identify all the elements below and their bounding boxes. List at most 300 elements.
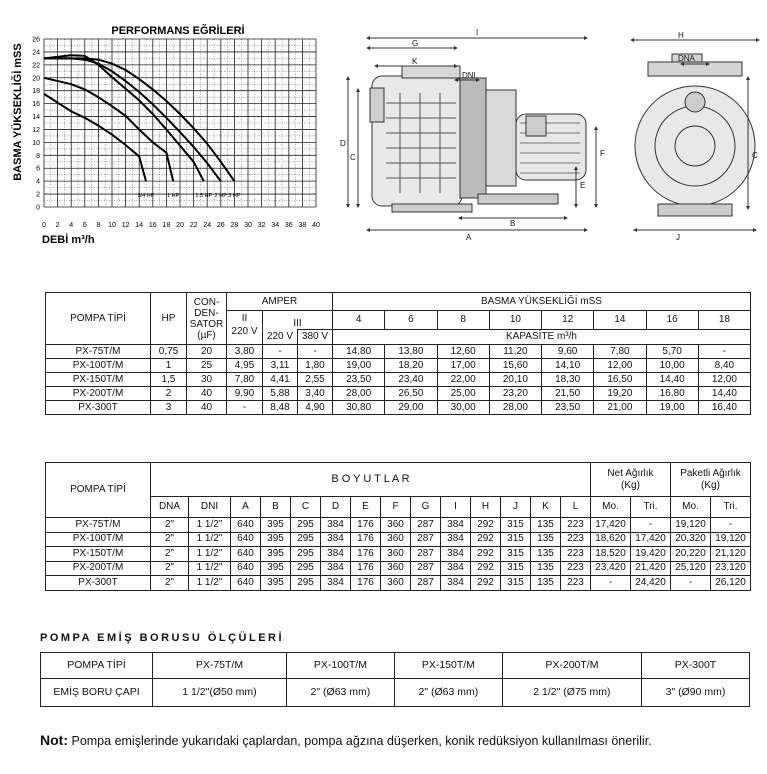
pump-type-cell: PX-100T/M bbox=[46, 532, 151, 547]
value-cell: 395 bbox=[261, 576, 291, 591]
chart-y-label: BASMA YÜKSEKLİĞİ mSS bbox=[12, 43, 24, 181]
value-cell: 135 bbox=[531, 576, 561, 591]
value-cell: 10,00 bbox=[646, 359, 698, 373]
pump-type-cell: PX-150T/M bbox=[46, 547, 151, 562]
value-cell: 20,10 bbox=[489, 373, 541, 387]
value-cell: 315 bbox=[501, 576, 531, 591]
value-cell: 30,80 bbox=[333, 401, 385, 415]
value-cell: 21,420 bbox=[631, 561, 671, 576]
value-cell: 18,520 bbox=[591, 547, 631, 562]
series-label: 3 HP bbox=[228, 193, 241, 199]
value-cell: 295 bbox=[291, 518, 321, 533]
y-tick-label: 22 bbox=[32, 62, 40, 70]
value-cell: 287 bbox=[411, 547, 441, 562]
value-cell: 7,80 bbox=[227, 373, 263, 387]
value-cell: 23,420 bbox=[591, 561, 631, 576]
side-view bbox=[632, 40, 758, 230]
pipe-header-diameter: EMİŞ BORU ÇAPI bbox=[41, 679, 153, 707]
chart-grid bbox=[44, 39, 316, 207]
value-cell: 13,80 bbox=[385, 345, 437, 359]
pipe-pump-type-cell: PX-200T/M bbox=[502, 653, 641, 679]
value-cell: 295 bbox=[291, 547, 321, 562]
pump-type-cell: PX-100T/M bbox=[46, 359, 151, 373]
value-cell: 3,11 bbox=[263, 359, 298, 373]
column-header: I bbox=[441, 497, 471, 518]
value-cell: 223 bbox=[561, 576, 591, 591]
dim-e: E bbox=[580, 181, 586, 190]
value-cell: 16,50 bbox=[594, 373, 646, 387]
x-tick-label: 16 bbox=[148, 222, 157, 229]
value-cell: 1 1/2" bbox=[189, 561, 231, 576]
value-cell: 223 bbox=[561, 518, 591, 533]
value-cell: 17,420 bbox=[591, 518, 631, 533]
value-cell: 292 bbox=[471, 547, 501, 562]
pump-type-cell: PX-150T/M bbox=[46, 373, 151, 387]
x-tick-label: 10 bbox=[108, 222, 116, 229]
column-header: E bbox=[351, 497, 381, 518]
value-cell: 4,90 bbox=[298, 401, 333, 415]
dim-j: J bbox=[676, 233, 680, 242]
table-row bbox=[46, 561, 751, 576]
value-cell: 28,00 bbox=[489, 401, 541, 415]
column-header: G bbox=[411, 497, 441, 518]
value-cell: 21,120 bbox=[711, 547, 751, 562]
column-header: Tri. bbox=[631, 497, 671, 518]
value-cell: 395 bbox=[261, 547, 291, 562]
cond-line: CON- bbox=[193, 296, 220, 308]
value-cell: 315 bbox=[501, 518, 531, 533]
value-cell: 18,30 bbox=[542, 373, 594, 387]
value-cell: 3 bbox=[151, 401, 187, 415]
value-cell: 360 bbox=[381, 547, 411, 562]
x-tick-label: 4 bbox=[69, 222, 74, 229]
value-cell: - bbox=[227, 401, 263, 415]
value-cell: 23,20 bbox=[489, 387, 541, 401]
value-cell: 287 bbox=[411, 561, 441, 576]
value-cell: 384 bbox=[321, 532, 351, 547]
value-cell: 40 bbox=[187, 401, 227, 415]
value-cell: 135 bbox=[531, 561, 561, 576]
cond-line: DEN- bbox=[194, 307, 219, 319]
value-cell: 23,120 bbox=[711, 561, 751, 576]
column-header: L bbox=[561, 497, 591, 518]
packed-weight-line: (Kg) bbox=[701, 479, 720, 491]
value-cell: 360 bbox=[381, 532, 411, 547]
value-cell: 5,88 bbox=[263, 387, 298, 401]
value-cell: 287 bbox=[411, 576, 441, 591]
y-tick-label: 6 bbox=[36, 165, 40, 173]
y-tick-label: 14 bbox=[32, 114, 40, 122]
x-tick-label: 36 bbox=[284, 222, 293, 229]
value-cell: 26,50 bbox=[385, 387, 437, 401]
series-label: 3/4 HP bbox=[137, 193, 155, 199]
value-cell: 640 bbox=[231, 561, 261, 576]
table-row bbox=[46, 547, 751, 562]
column-header: H bbox=[471, 497, 501, 518]
pipe-pump-type-cell: PX-300T bbox=[641, 653, 749, 679]
value-cell: 12,00 bbox=[698, 373, 750, 387]
value-cell: 360 bbox=[381, 576, 411, 591]
value-cell: 12,60 bbox=[437, 345, 489, 359]
value-cell: 25 bbox=[187, 359, 227, 373]
value-cell: 8,48 bbox=[263, 401, 298, 415]
pipe-section-title: POMPA EMİŞ BORUSU ÖLÇÜLERİ bbox=[40, 632, 285, 644]
value-cell: 3,40 bbox=[298, 387, 333, 401]
value-cell: 287 bbox=[411, 518, 441, 533]
value-cell: 19,120 bbox=[711, 532, 751, 547]
value-cell: 176 bbox=[351, 518, 381, 533]
chart-series bbox=[44, 55, 241, 199]
value-cell: 287 bbox=[411, 532, 441, 547]
pipe-diameter-cell: 1 1/2"(Ø50 mm) bbox=[153, 679, 287, 707]
value-cell: 16,40 bbox=[698, 401, 750, 415]
value-cell: 135 bbox=[531, 547, 561, 562]
value-cell: 20,220 bbox=[671, 547, 711, 562]
value-cell: 20 bbox=[187, 345, 227, 359]
flow-cell: 12 bbox=[542, 311, 594, 330]
value-cell: - bbox=[698, 345, 750, 359]
x-tick-label: 2 bbox=[55, 222, 60, 229]
chart-x-label: DEBİ m³/h bbox=[42, 234, 95, 246]
value-cell: 15,60 bbox=[489, 359, 541, 373]
y-tick-label: 12 bbox=[32, 126, 40, 134]
value-cell: 360 bbox=[381, 518, 411, 533]
table-row bbox=[46, 401, 751, 415]
value-cell: 176 bbox=[351, 532, 381, 547]
y-tick-label: 10 bbox=[32, 139, 40, 147]
dim-i: I bbox=[476, 28, 479, 37]
table-row bbox=[46, 345, 751, 359]
table-row bbox=[46, 532, 751, 547]
value-cell: 223 bbox=[561, 547, 591, 562]
dim-dna: DNA bbox=[678, 54, 695, 63]
header-phase3: III bbox=[263, 311, 333, 330]
flow-cell: 14 bbox=[594, 311, 646, 330]
column-header: D bbox=[321, 497, 351, 518]
header-basma: BASMA YÜKSEKLİĞİ mSS bbox=[333, 293, 751, 311]
value-cell: 9,90 bbox=[227, 387, 263, 401]
pipe-diameter-cell: 2 1/2" (Ø75 mm) bbox=[502, 679, 641, 707]
value-cell: 9,60 bbox=[542, 345, 594, 359]
value-cell: 223 bbox=[561, 561, 591, 576]
value-cell: 18,20 bbox=[385, 359, 437, 373]
dim-a: A bbox=[466, 233, 472, 242]
value-cell: 19,120 bbox=[671, 518, 711, 533]
value-cell: 295 bbox=[291, 532, 321, 547]
value-cell: - bbox=[671, 576, 711, 591]
note-label: Not: bbox=[40, 732, 68, 748]
value-cell: 19,00 bbox=[333, 359, 385, 373]
value-cell: - bbox=[711, 518, 751, 533]
header-net-weight bbox=[591, 463, 671, 497]
pipe-diameter-cell: 3" (Ø90 mm) bbox=[641, 679, 749, 707]
column-header: Tri. bbox=[711, 497, 751, 518]
table-row bbox=[46, 387, 751, 401]
value-cell: 5,70 bbox=[646, 345, 698, 359]
value-cell: 19,420 bbox=[631, 547, 671, 562]
value-cell: 4,41 bbox=[263, 373, 298, 387]
value-cell: 292 bbox=[471, 561, 501, 576]
table-row bbox=[46, 359, 751, 373]
value-cell: 395 bbox=[261, 561, 291, 576]
value-cell: 4,95 bbox=[227, 359, 263, 373]
net-weight-line: Net Ağırlık bbox=[607, 468, 654, 479]
value-cell: 1 1/2" bbox=[189, 518, 231, 533]
value-cell: 1 bbox=[151, 359, 187, 373]
value-cell: 395 bbox=[261, 532, 291, 547]
value-cell: 640 bbox=[231, 576, 261, 591]
value-cell: 19,20 bbox=[594, 387, 646, 401]
column-header: DNA bbox=[151, 497, 189, 518]
volt-label: 220 V bbox=[231, 326, 258, 337]
dim-g: G bbox=[412, 39, 419, 48]
x-tick-label: 18 bbox=[162, 222, 171, 229]
x-tick-label: 30 bbox=[244, 222, 252, 229]
table-row bbox=[46, 373, 751, 387]
value-cell: 640 bbox=[231, 518, 261, 533]
value-cell: 292 bbox=[471, 576, 501, 591]
value-cell: 16,80 bbox=[646, 387, 698, 401]
x-tick-label: 6 bbox=[82, 222, 87, 229]
value-cell: 21,50 bbox=[542, 387, 594, 401]
cond-line: (µF) bbox=[197, 329, 216, 341]
value-cell: 2" bbox=[151, 561, 189, 576]
value-cell: 2" bbox=[151, 518, 189, 533]
value-cell: 176 bbox=[351, 547, 381, 562]
value-cell: 640 bbox=[231, 547, 261, 562]
dim-f: F bbox=[600, 149, 605, 158]
dim-dni: DNI bbox=[462, 71, 476, 80]
value-cell: 30 bbox=[187, 373, 227, 387]
value-cell: 2" bbox=[151, 532, 189, 547]
chart-ticks bbox=[32, 37, 320, 230]
value-cell: 176 bbox=[351, 576, 381, 591]
dimensions-table bbox=[45, 462, 751, 591]
x-tick-label: 12 bbox=[121, 222, 130, 229]
footnote bbox=[40, 732, 652, 748]
flow-cell: 8 bbox=[437, 311, 489, 330]
volt-label: 220 V bbox=[263, 330, 298, 345]
flow-cell: 6 bbox=[385, 311, 437, 330]
flow-cell: 10 bbox=[489, 311, 541, 330]
value-cell: - bbox=[591, 576, 631, 591]
value-cell: 23,50 bbox=[542, 401, 594, 415]
value-cell: 315 bbox=[501, 561, 531, 576]
chart-title: PERFORMANS EĞRİLERİ bbox=[111, 25, 245, 37]
value-cell: 384 bbox=[321, 576, 351, 591]
value-cell: 14,40 bbox=[646, 373, 698, 387]
y-tick-label: 8 bbox=[36, 152, 40, 160]
y-tick-label: 20 bbox=[32, 75, 40, 83]
volt-label: 380 V bbox=[298, 330, 333, 345]
x-tick-label: 20 bbox=[176, 222, 184, 229]
value-cell: 40 bbox=[187, 387, 227, 401]
phase-label: II bbox=[241, 313, 248, 324]
suction-pipe-table bbox=[40, 652, 750, 707]
value-cell: 22,00 bbox=[437, 373, 489, 387]
pump-type-cell: PX-75T/M bbox=[46, 518, 151, 533]
value-cell: 2 bbox=[151, 387, 187, 401]
value-cell: 384 bbox=[321, 518, 351, 533]
y-tick-label: 16 bbox=[32, 101, 40, 109]
y-tick-label: 2 bbox=[36, 191, 40, 199]
value-cell: 640 bbox=[231, 532, 261, 547]
value-cell: 14,10 bbox=[542, 359, 594, 373]
value-cell: 1 1/2" bbox=[189, 576, 231, 591]
value-cell: 292 bbox=[471, 518, 501, 533]
x-tick-label: 22 bbox=[189, 222, 198, 229]
value-cell: 295 bbox=[291, 576, 321, 591]
value-cell: 384 bbox=[441, 561, 471, 576]
value-cell: 29,00 bbox=[385, 401, 437, 415]
header-packed-weight bbox=[671, 463, 751, 497]
pump-type-cell: PX-200T/M bbox=[46, 387, 151, 401]
value-cell: 21,00 bbox=[594, 401, 646, 415]
value-cell: 26,120 bbox=[711, 576, 751, 591]
header-amper: AMPER bbox=[227, 293, 333, 311]
value-cell: 384 bbox=[321, 547, 351, 562]
value-cell: 11,20 bbox=[489, 345, 541, 359]
x-tick-label: 32 bbox=[257, 222, 266, 229]
pump-type-cell: PX-300T bbox=[46, 401, 151, 415]
value-cell: 17,00 bbox=[437, 359, 489, 373]
column-header: Mo. bbox=[591, 497, 631, 518]
header-condensator bbox=[187, 293, 227, 345]
column-header: J bbox=[501, 497, 531, 518]
value-cell: 2" bbox=[151, 547, 189, 562]
value-cell: 315 bbox=[501, 547, 531, 562]
dim-c-side: C bbox=[752, 151, 758, 160]
pipe-pump-type-cell: PX-150T/M bbox=[394, 653, 502, 679]
y-tick-label: 24 bbox=[32, 49, 40, 57]
series-label: 2 HP bbox=[214, 193, 227, 199]
value-cell: 8,40 bbox=[698, 359, 750, 373]
value-cell: 384 bbox=[441, 532, 471, 547]
value-cell: 0,75 bbox=[151, 345, 187, 359]
flow-cell: 16 bbox=[646, 311, 698, 330]
pipe-pump-type-cell: PX-100T/M bbox=[286, 653, 394, 679]
value-cell: 20,320 bbox=[671, 532, 711, 547]
value-cell: 14,40 bbox=[698, 387, 750, 401]
value-cell: 176 bbox=[351, 561, 381, 576]
value-cell: 19,00 bbox=[646, 401, 698, 415]
pipe-pump-type-cell: PX-75T/M bbox=[153, 653, 287, 679]
value-cell: 23,40 bbox=[385, 373, 437, 387]
value-cell: 25,00 bbox=[437, 387, 489, 401]
y-tick-label: 4 bbox=[36, 178, 40, 186]
value-cell: 384 bbox=[441, 547, 471, 562]
pipe-header-type: POMPA TİPİ bbox=[41, 653, 153, 679]
pump-type-cell: PX-200T/M bbox=[46, 561, 151, 576]
header-hp: HP bbox=[151, 293, 187, 345]
value-cell: 135 bbox=[531, 532, 561, 547]
value-cell: 395 bbox=[261, 518, 291, 533]
column-header: A bbox=[231, 497, 261, 518]
series-label: 1 HP bbox=[167, 193, 180, 199]
value-cell: 2" bbox=[151, 576, 189, 591]
value-cell: - bbox=[298, 345, 333, 359]
value-cell: 1 1/2" bbox=[189, 532, 231, 547]
value-cell: 7,80 bbox=[594, 345, 646, 359]
flow-cell: 4 bbox=[333, 311, 385, 330]
value-cell: 25,120 bbox=[671, 561, 711, 576]
value-cell: 23,50 bbox=[333, 373, 385, 387]
x-tick-label: 34 bbox=[271, 222, 280, 229]
dim-h: H bbox=[678, 31, 684, 40]
x-tick-label: 8 bbox=[96, 222, 101, 229]
header-pump-type: POMPA TİPİ bbox=[46, 293, 151, 345]
value-cell: 384 bbox=[321, 561, 351, 576]
column-header: C bbox=[291, 497, 321, 518]
pump-type-cell: PX-300T bbox=[46, 576, 151, 591]
y-tick-label: 0 bbox=[36, 204, 40, 212]
value-cell: 1 1/2" bbox=[189, 547, 231, 562]
x-tick-label: 0 bbox=[42, 222, 46, 229]
header-boyutlar: B O Y U T L A R bbox=[151, 463, 591, 497]
value-cell: 223 bbox=[561, 532, 591, 547]
value-cell: 3,80 bbox=[227, 345, 263, 359]
value-cell: 360 bbox=[381, 561, 411, 576]
value-cell: 12,00 bbox=[594, 359, 646, 373]
header-kapasite: KAPASİTE m³/h bbox=[333, 330, 751, 345]
value-cell: 384 bbox=[441, 576, 471, 591]
table-row bbox=[46, 518, 751, 533]
dim-c: C bbox=[350, 153, 356, 162]
performance-table bbox=[45, 292, 751, 415]
value-cell: 292 bbox=[471, 532, 501, 547]
value-cell: 14,80 bbox=[333, 345, 385, 359]
dim-d: D bbox=[340, 139, 346, 148]
value-cell: 2,55 bbox=[298, 373, 333, 387]
pump-type-cell: PX-75T/M bbox=[46, 345, 151, 359]
flow-cell: 18 bbox=[698, 311, 750, 330]
performance-chart bbox=[0, 0, 330, 250]
x-tick-label: 28 bbox=[230, 222, 239, 229]
value-cell: 18,620 bbox=[591, 532, 631, 547]
value-cell: 1,80 bbox=[298, 359, 333, 373]
value-cell: 24,420 bbox=[631, 576, 671, 591]
x-tick-label: 26 bbox=[216, 222, 225, 229]
value-cell: - bbox=[263, 345, 298, 359]
value-cell: 28,00 bbox=[333, 387, 385, 401]
pipe-diameter-cell: 2" (Ø63 mm) bbox=[286, 679, 394, 707]
x-tick-label: 40 bbox=[312, 222, 320, 229]
net-weight-line: (Kg) bbox=[621, 479, 640, 491]
column-header: F bbox=[381, 497, 411, 518]
packed-weight-line: Paketli Ağırlık bbox=[680, 468, 741, 479]
value-cell: 295 bbox=[291, 561, 321, 576]
series-label: 1.5 HP bbox=[195, 193, 213, 199]
table-row bbox=[46, 576, 751, 591]
header-phase1 bbox=[227, 311, 263, 345]
column-header: K bbox=[531, 497, 561, 518]
value-cell: 384 bbox=[441, 518, 471, 533]
y-tick-label: 18 bbox=[32, 88, 40, 96]
value-cell: 30,00 bbox=[437, 401, 489, 415]
column-header: DNI bbox=[189, 497, 231, 518]
dim-k: K bbox=[412, 57, 418, 66]
pump-dimension-drawing bbox=[330, 18, 765, 250]
x-tick-label: 38 bbox=[298, 222, 307, 229]
y-tick-label: 26 bbox=[32, 36, 40, 44]
value-cell: 17,420 bbox=[631, 532, 671, 547]
column-header: B bbox=[261, 497, 291, 518]
value-cell: - bbox=[631, 518, 671, 533]
value-cell: 1,5 bbox=[151, 373, 187, 387]
x-tick-label: 24 bbox=[203, 222, 212, 229]
value-cell: 135 bbox=[531, 518, 561, 533]
cond-line: SATOR bbox=[189, 318, 224, 330]
